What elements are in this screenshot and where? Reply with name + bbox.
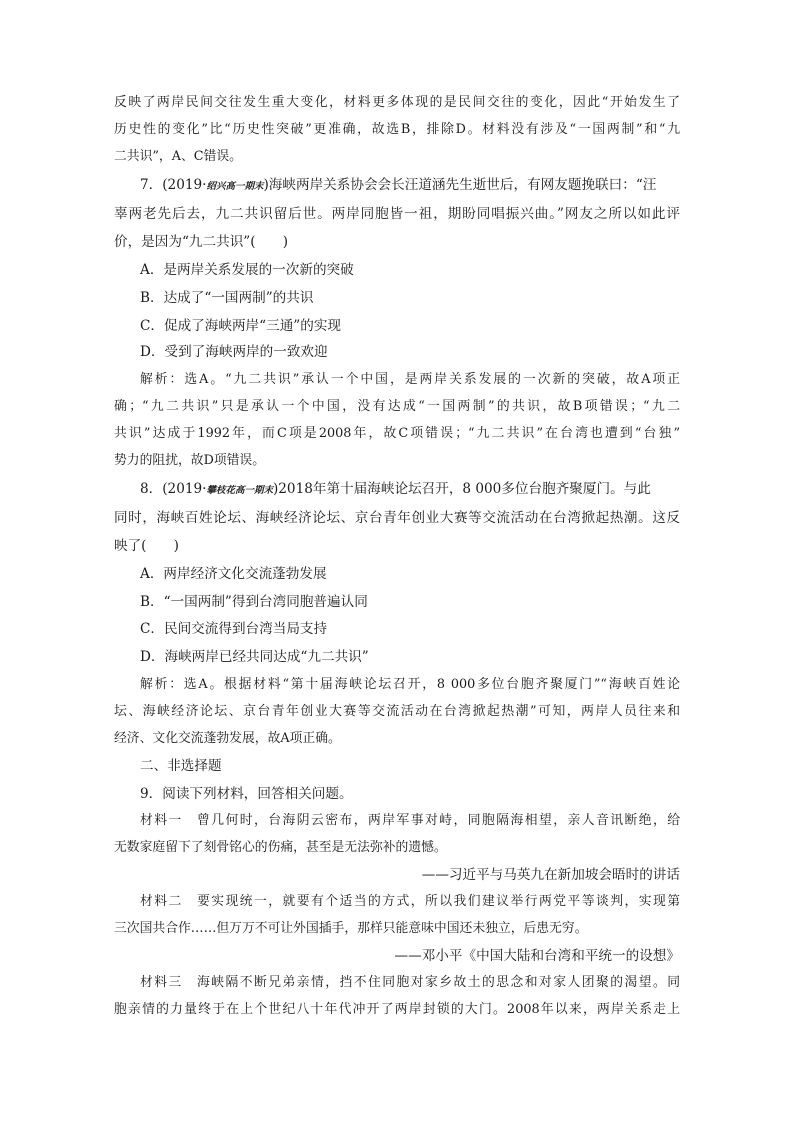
- question-8-stem-line: 映了( ): [114, 538, 179, 554]
- question-7-stem-line: [140, 176, 680, 196]
- question-8-stem-line: 同时，海峡百姓论坛、海峡经济论坛、京台青年创业大赛等交流活动在台湾掀起热潮。这反: [114, 510, 680, 526]
- material-3-line: 胞亲情的力量终于在上个世纪八十年代冲开了两岸封锁的大门。2008年以来，两岸关系走上: [114, 1002, 680, 1017]
- question-7-option-c: C．促成了海峡两岸“三通”的实现: [140, 318, 342, 334]
- question-7-option-d: D．受到了海峡两岸的一致欢迎: [140, 344, 328, 360]
- question-9-stem: 9．阅读下列材料，回答相关问题。: [140, 786, 353, 802]
- material-2-line: 三次国共合作……但万万不可让外国插手，那样只能意味中国还未独立，后患无穷。: [114, 921, 588, 936]
- question-7-option-a: A．是两岸关系发展的一次新的突破: [140, 262, 354, 278]
- question-8-analysis-line: 解析：选A。根据材料“第十届海峡论坛召开，8 000多位台胞齐聚厦门”“海峡百姓论: [140, 677, 680, 692]
- question-7-stem-line: 辜两老先后去，九二共识留后世。两岸同胞皆一祖，期盼同唱振兴曲。”网友之所以如此评: [114, 206, 680, 222]
- text-line: 反映了两岸民间交往发生重大变化，材料更多体现的是民间交往的变化，因此“开始发生了: [114, 95, 680, 110]
- question-8-option-a: A．两岸经济文化交流蓬勃发展: [140, 566, 327, 582]
- material-2-line: 材料二 要实现统一，就要有个适当的方式，所以我们建议举行两党平等谈判，实现第: [140, 894, 680, 909]
- question-7-analysis-line: 势力的阻扰，故D项错误。: [114, 453, 266, 468]
- text-line: 历史性的变化”比“历史性突破”更准确，故选B，排除D。材料没有涉及“一国两制”和“九: [114, 122, 680, 137]
- material-2-source: ——邓小平《中国大陆和台湾和平统一的设想》: [394, 948, 680, 964]
- question-8-stem-text: )2018年第十届海峡论坛召开，8 000多位台胞齐聚厦门。与此: [272, 481, 651, 497]
- material-1-line: 无数家庭留下了刻骨铭心的伤痛，甚至是无法弥补的遗憾。: [114, 840, 447, 855]
- question-8-source: 攀枝花高一期末: [206, 485, 273, 496]
- question-7-stem-line: 价，是因为“九二共识”( ): [114, 234, 289, 250]
- material-1-source: ——习近平与马英九在新加坡会晤时的讲话: [421, 867, 680, 883]
- question-8-analysis-line: 坛、海峡经济论坛、京台青年创业大赛等交流活动在台湾掀起热潮”可知，两岸人员往来和: [114, 704, 680, 719]
- question-7-option-b: B．达成了“一国两制”的共识: [140, 290, 314, 306]
- question-7-source: 绍兴高一期末: [206, 181, 264, 192]
- question-7-analysis-line: 确；“九二共识”只是承认一个中国，没有达成“一国两制”的共识，故B项错误；“九二: [114, 399, 680, 414]
- question-7-analysis-line: 解析：选A。“九二共识”承认一个中国，是两岸关系发展的一次新的突破，故A项正: [140, 372, 680, 387]
- text-line: 二共识”，A、C错误。: [114, 149, 242, 164]
- question-8-analysis-line: 经济、文化交流蓬勃发展，故A项正确。: [114, 731, 341, 746]
- question-7-number: 7．(2019·: [140, 177, 207, 193]
- question-8-option-c: C．民间交流得到台湾当局支持: [140, 621, 328, 637]
- question-7-analysis-line: 共识”达成于1992年，而C项是2008年，故C项错误；“九二共识”在台湾也遭到“台独”: [114, 426, 680, 441]
- question-8-option-d: D．海峡两岸已经共同达成“九二共识”: [140, 649, 369, 665]
- question-8-option-b: B．“一国两制”得到台湾同胞普遍认同: [140, 594, 368, 610]
- section-title: 二、非选择题: [140, 758, 222, 774]
- question-7-stem-text: )海峡两岸关系协会会长汪道涵先生逝世后，有网友题挽联曰：“汪: [263, 177, 657, 193]
- material-1-line: 材料一 曾几何时，台海阴云密布，两岸军事对峙，同胞隔海相望，亲人音讯断绝，给: [140, 813, 680, 828]
- material-3-line: 材料三 海峡隔不断兄弟亲情，挡不住同胞对家乡故土的思念和对家人团聚的渴望。同: [140, 975, 680, 990]
- question-8-stem-line: [140, 480, 680, 500]
- question-8-number: 8．(2019·: [140, 481, 207, 497]
